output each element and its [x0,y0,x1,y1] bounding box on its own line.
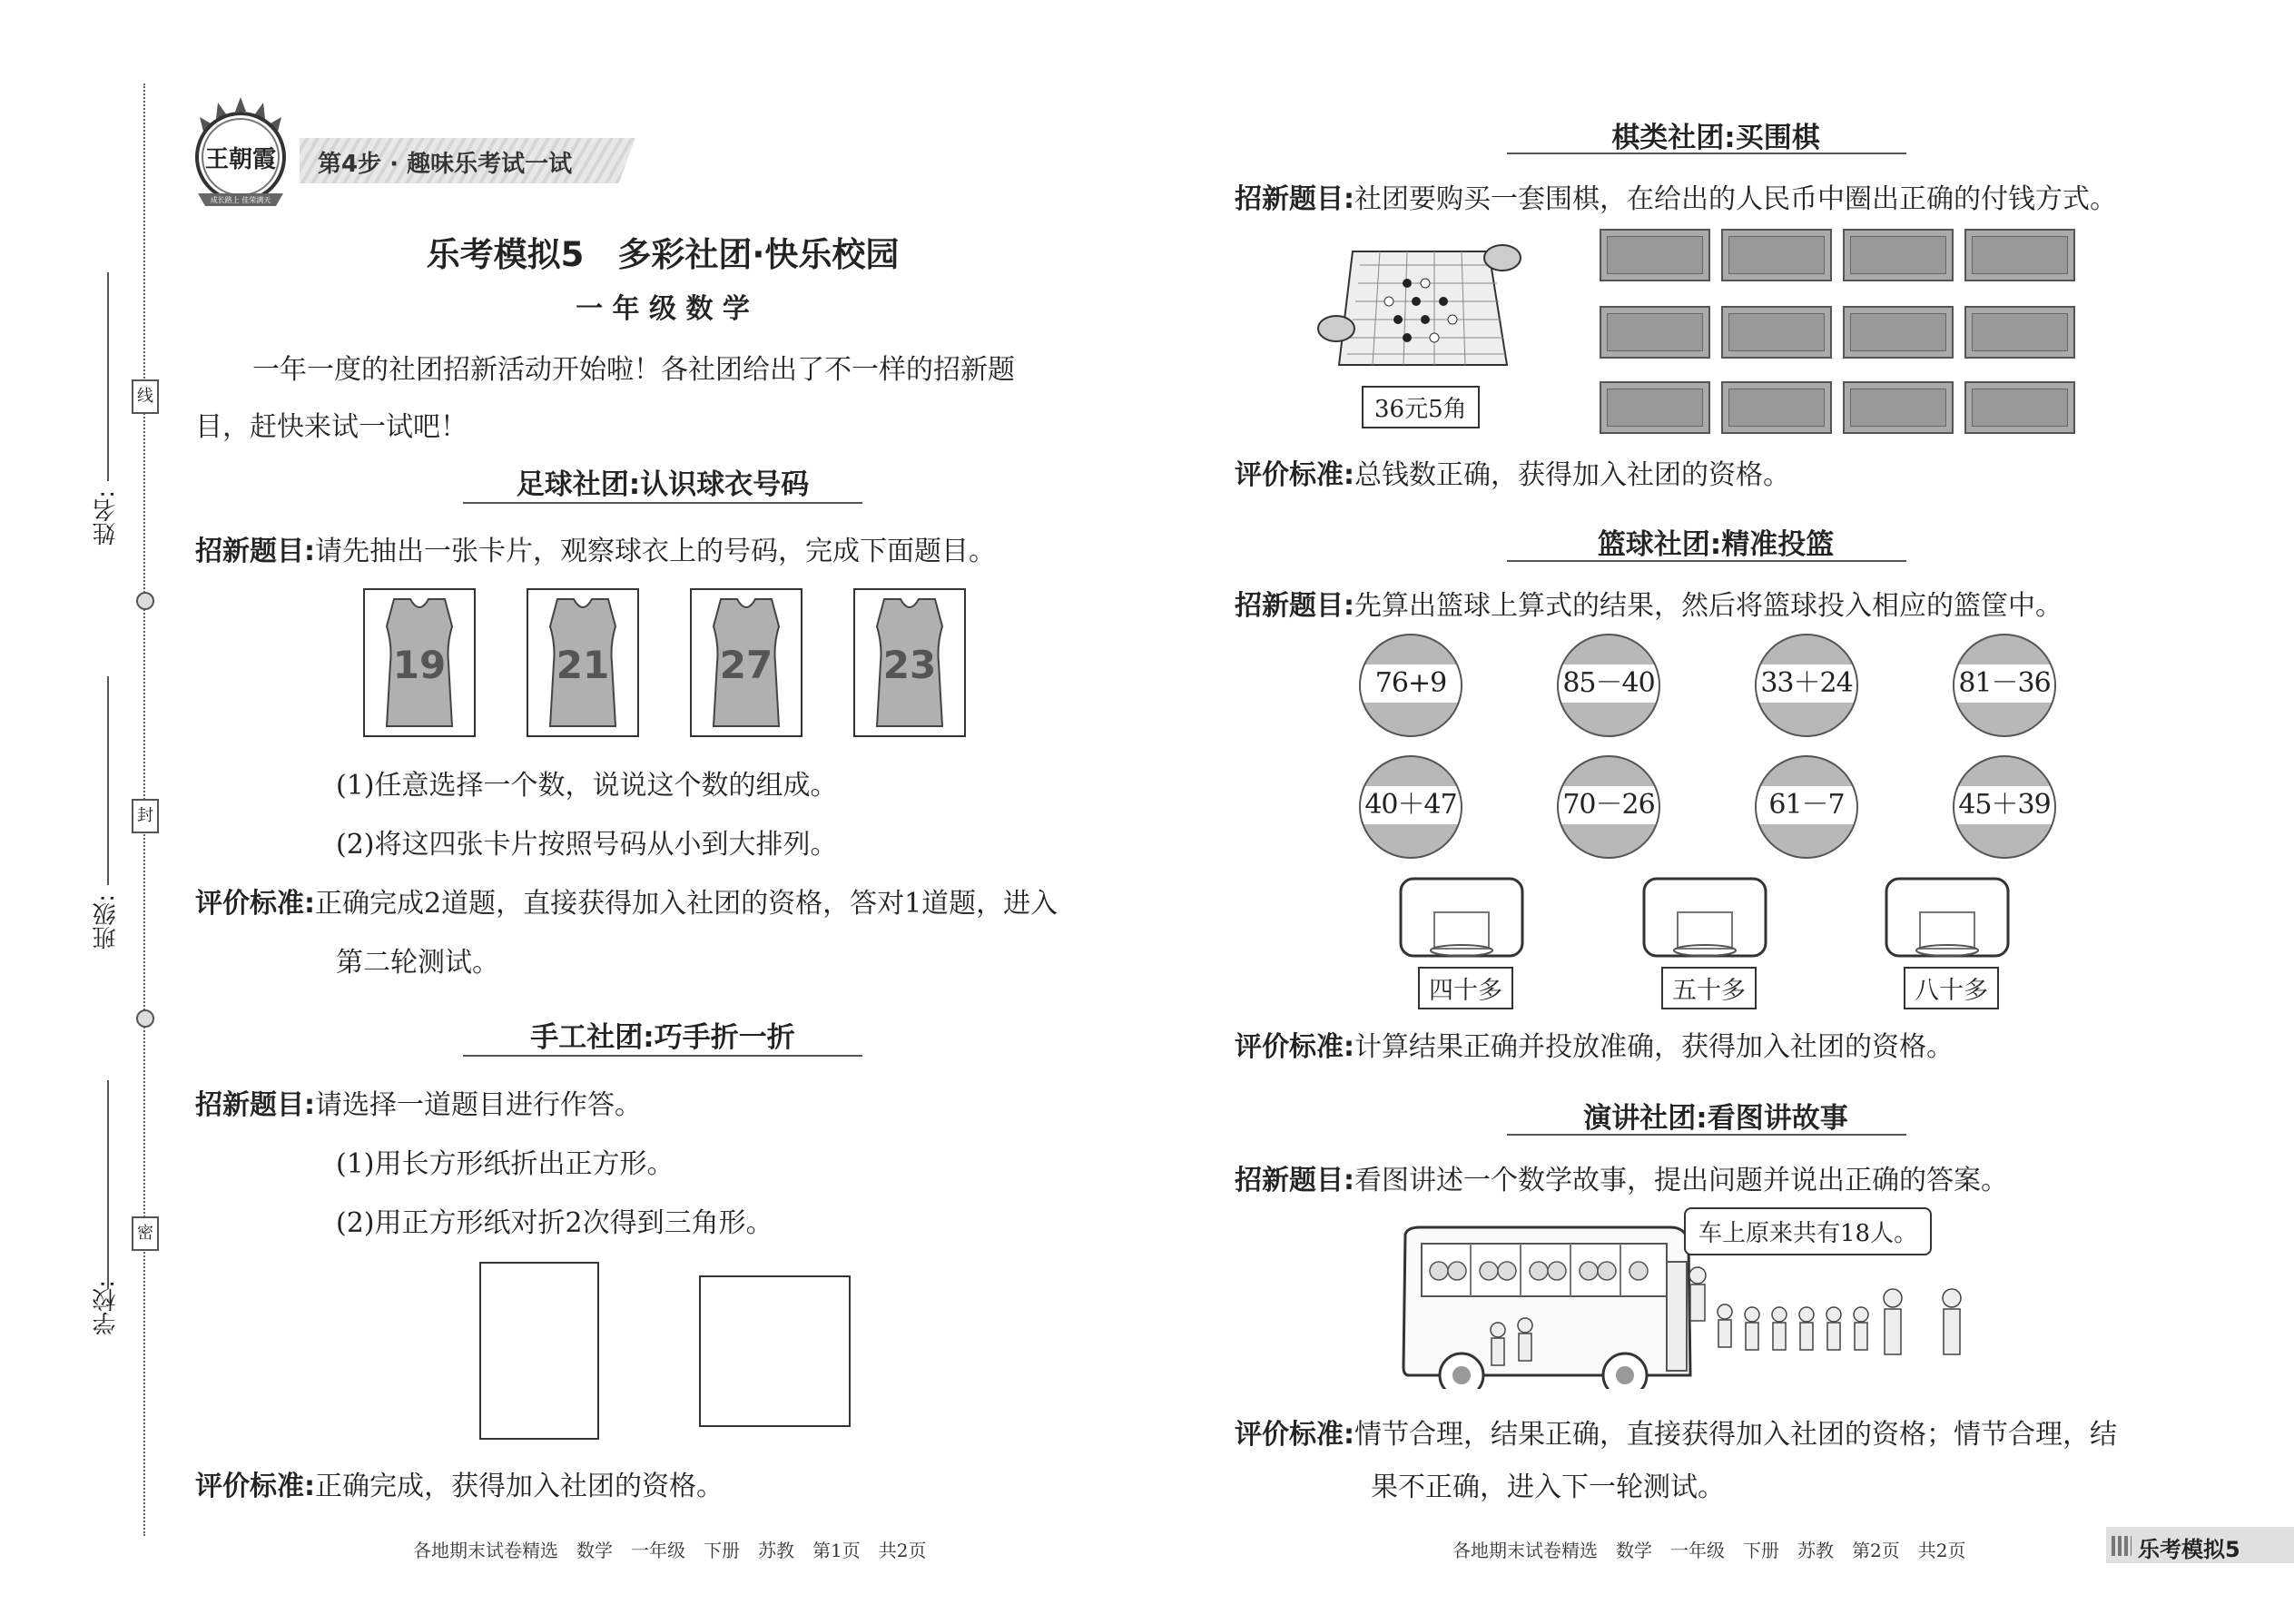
page-title: 乐考模拟5 多彩社团·快乐校园 [426,235,900,274]
hoop-icon [1398,876,1525,962]
basketball-equation: 40＋47 [1361,786,1461,824]
banknote[interactable] [1600,381,1710,434]
criteria-label: 评价标准: [1235,459,1354,491]
footer-tab: 乐考模拟5 [2138,1537,2240,1562]
basketball-hoop[interactable] [1884,876,2011,1005]
class-label: 班级: [93,894,120,950]
basketball-question-text: 先算出篮球上算式的结果，然后将篮球投入相应的篮筐中。 [1354,590,2063,622]
football-criteria-text: 正确完成2道题，直接获得加入社团的资格，答对1道题，进入 [315,888,1058,920]
footer-tab-grid-icon [2112,1536,2132,1556]
banknote[interactable] [1843,306,1954,359]
logo-text: 王朝霞 [204,146,276,173]
footer-left: 各地期末试卷精选 数学 一年级 下册 苏教 第1页 共2页 [413,1540,927,1561]
basketball-hoop[interactable] [1641,876,1768,1005]
basketball-equation: 33＋24 [1757,664,1856,703]
chess-title-underline [1507,153,1906,154]
speech-title: 演讲社团:看图讲故事 [1583,1102,1848,1135]
basketball-equation: 85－40 [1559,664,1659,703]
football-q1: (1)任意选择一个数，说说这个数的组成。 [336,770,838,802]
intro-line-1: 一年一度的社团招新活动开始啦！各社团给出了不一样的招新题 [252,354,1015,386]
basketball[interactable] [1953,634,2056,737]
football-title: 足球社团:认识球衣号码 [516,468,810,501]
chess-question-text: 社团要购买一套围棋，在给出的人民币中圈出正确的付钱方式。 [1354,183,2117,215]
intro-line-2: 目，赶快来试一试吧！ [195,411,468,443]
hoop-label: 五十多 [1661,967,1757,1009]
footer-right: 各地期末试卷精选 数学 一年级 下册 苏教 第2页 共2页 [1452,1540,1966,1561]
jersey-card[interactable] [853,588,966,737]
margin-dot-1 [136,592,154,610]
banknote[interactable] [1964,306,2075,359]
chess-criteria-text: 总钱数正确，获得加入社团的资格。 [1354,459,1790,491]
chess-title: 棋类社团:买围棋 [1611,122,1820,154]
banknote[interactable] [1600,229,1710,281]
basketball[interactable] [1359,634,1462,737]
basketball-criteria [1235,1024,1954,1064]
craft-question [195,1082,642,1122]
basketball-equation: 81－36 [1954,664,2054,703]
question-label: 招新题目: [195,536,315,567]
seal-stamp-line: 线 [132,379,159,414]
hoop-label: 八十多 [1904,967,1999,1009]
speech-question-text: 看图讲述一个数学故事，提出问题并说出正确的答案。 [1354,1165,2008,1196]
price-tag: 36元5角 [1362,386,1480,428]
criteria-label: 评价标准: [1235,1031,1354,1063]
criteria-label: 评价标准: [195,888,315,920]
question-label: 招新题目: [1235,590,1354,622]
basketball[interactable] [1953,755,2056,859]
football-question-text: 请先抽出一张卡片，观察球衣上的号码，完成下面题目。 [315,536,996,567]
seal-stamp-seal: 封 [132,799,159,833]
football-criteria-line-2: 第二轮测试。 [336,947,499,979]
jersey-card[interactable] [690,588,802,737]
jersey-number: 27 [719,643,773,687]
basketball-equation: 70－26 [1559,786,1659,824]
craft-title: 手工社团:巧手折一折 [530,1021,795,1054]
jersey-number: 19 [392,643,447,687]
craft-title-underline [463,1055,862,1057]
basketball-hoop[interactable] [1398,876,1525,1005]
basketball[interactable] [1557,755,1660,859]
basketball-title-underline [1507,560,1906,562]
speech-criteria-line-2: 果不正确，进入下一轮测试。 [1371,1471,1725,1503]
speech-title-underline [1507,1134,1906,1136]
question-label: 招新题目: [1235,1165,1354,1196]
rectangle-paper[interactable] [479,1262,599,1440]
question-label: 招新题目: [195,1089,315,1121]
banknote[interactable] [1843,229,1954,281]
basketball-equation: 76+9 [1361,664,1461,703]
hoop-icon [1884,876,2011,962]
go-board-illustration [1316,238,1525,379]
jersey-card[interactable] [363,588,476,737]
speech-criteria-text: 情节合理，结果正确，直接获得加入社团的资格；情节合理，结 [1354,1419,2117,1451]
basketball[interactable] [1359,755,1462,859]
craft-question-text: 请选择一道题目进行作答。 [315,1089,642,1121]
speech-bubble: 车上原来共有18人。 [1684,1207,1932,1255]
speech-question [1235,1157,2008,1197]
banknote[interactable] [1843,381,1954,434]
banknote[interactable] [1964,381,2075,434]
banknote[interactable] [1721,381,1832,434]
criteria-label: 评价标准: [195,1471,315,1502]
craft-criteria [195,1463,724,1503]
square-paper[interactable] [699,1275,851,1427]
step-banner: 第4步 · 趣味乐考试一试 [318,151,573,178]
page-subtitle: 一 年 级 数 学 [576,293,750,325]
football-q2: (2)将这四张卡片按照号码从小到大排列。 [336,829,838,861]
basketball[interactable] [1755,755,1858,859]
hoop-icon [1641,876,1768,962]
craft-q1: (1)用长方形纸折出正方形。 [336,1148,674,1180]
logo-subtext: 成长路上 佳荣满天 [210,196,271,204]
football-criteria [195,881,1058,920]
chess-question [1235,176,2117,216]
banknote[interactable] [1721,306,1832,359]
class-blank-line [107,676,109,885]
basketball-question [1235,583,2063,623]
seal-stamp-secret: 密 [132,1216,159,1251]
basketball-equation: 61－7 [1757,786,1856,824]
question-label: 招新题目: [1235,183,1354,215]
basketball-criteria-text: 计算结果正确并投放准确，获得加入社团的资格。 [1354,1031,1954,1063]
school-blank-line [107,1080,109,1289]
speech-criteria [1235,1412,2117,1452]
basketball[interactable] [1755,634,1858,737]
basketball[interactable] [1557,634,1660,737]
banknote[interactable] [1600,306,1710,359]
football-question [195,528,996,568]
chess-criteria [1235,452,1790,492]
school-label: 学校: [93,1280,120,1335]
banknote[interactable] [1721,229,1832,281]
jersey-number: 23 [882,643,937,687]
jersey-card[interactable] [527,588,639,737]
criteria-label: 评价标准: [1235,1419,1354,1451]
football-title-underline [463,502,862,504]
basketball-title: 篮球社团:精准投篮 [1597,528,1835,561]
name-label: 姓名: [93,490,120,546]
name-blank-line [107,272,109,481]
craft-criteria-text: 正确完成，获得加入社团的资格。 [315,1471,724,1502]
craft-q2: (2)用正方形纸对折2次得到三角形。 [336,1207,773,1239]
logo [182,95,300,213]
jersey-number: 21 [556,643,610,687]
hoop-label: 四十多 [1418,967,1513,1009]
basketball-equation: 45＋39 [1954,786,2054,824]
banknote[interactable] [1964,229,2075,281]
margin-dot-2 [136,1009,154,1028]
